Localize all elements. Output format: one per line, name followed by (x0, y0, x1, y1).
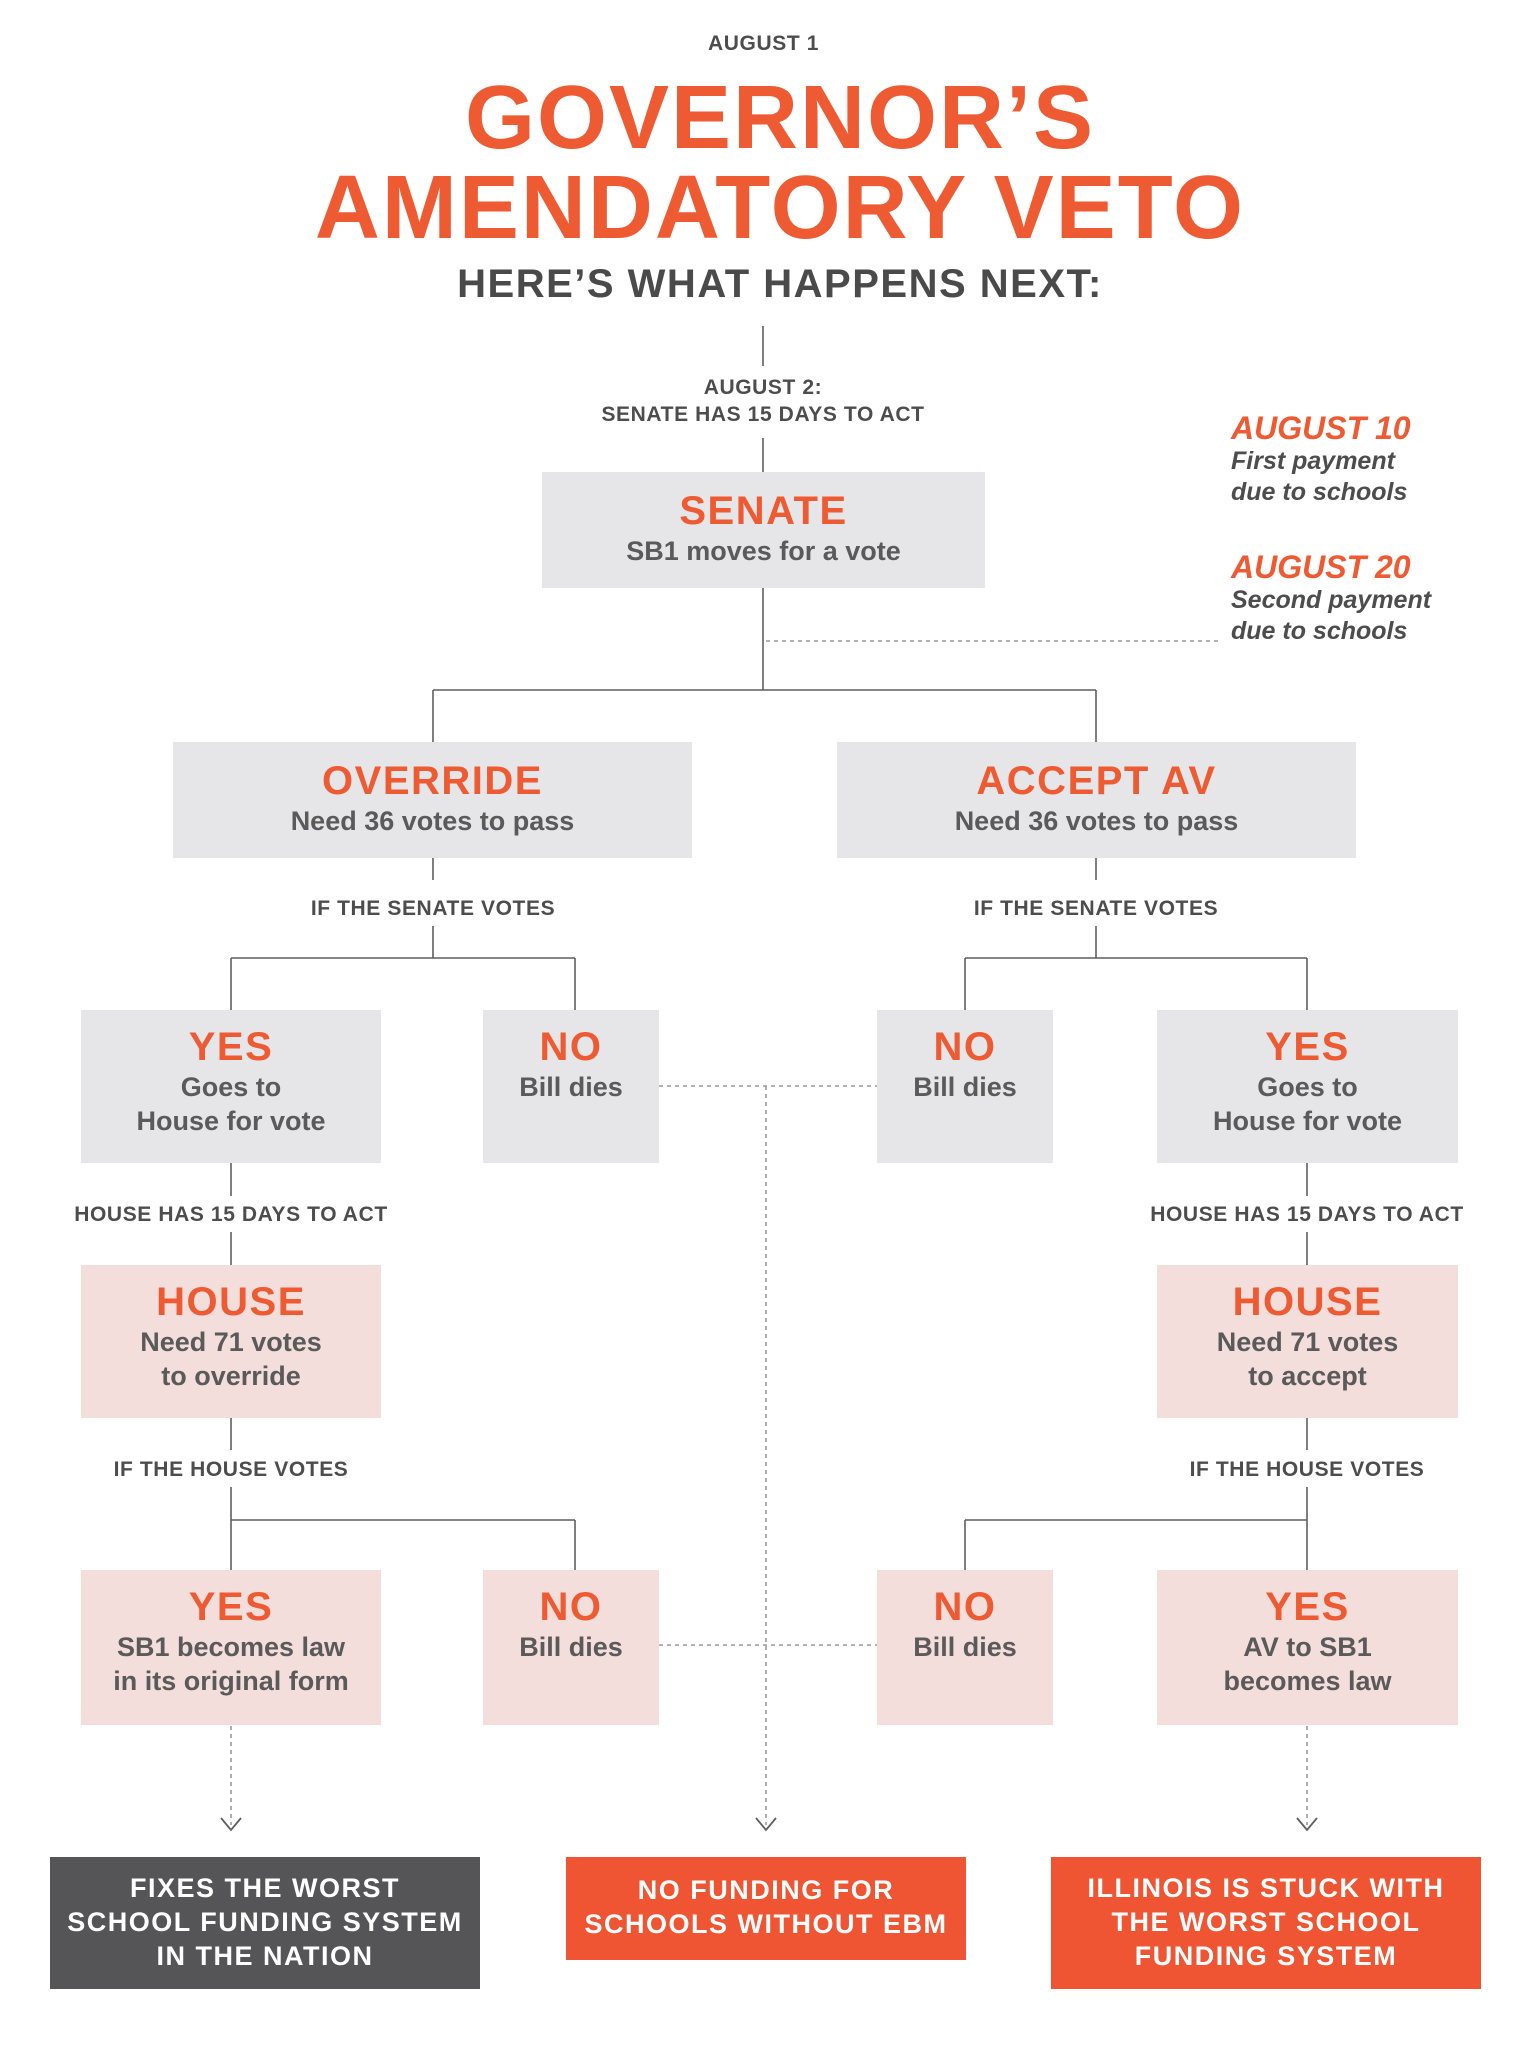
override-senate-yes-line1: Goes to (180, 1072, 282, 1102)
override-house-days-label: HOUSE HAS 15 DAYS TO ACT (74, 1203, 388, 1226)
override-senate-yes-line2: House for vote (136, 1106, 326, 1136)
override-house-vote-label: IF THE HOUSE VOTES (113, 1458, 349, 1481)
header-date: AUGUST 1 (708, 32, 819, 55)
accept-senate-vote-label: IF THE SENATE VOTES (973, 897, 1219, 920)
accept-house-yes-line2: becomes law (1223, 1666, 1392, 1696)
senate-box-title: SENATE (679, 489, 848, 533)
override-senate-yes-box (81, 1010, 381, 1163)
accept-box (837, 742, 1356, 858)
override-box (173, 742, 692, 858)
page-title-line1: GOVERNOR’S (464, 68, 1096, 168)
accept-house-no-text: Bill dies (913, 1632, 1017, 1662)
accept-house-vote-label: IF THE HOUSE VOTES (1189, 1458, 1425, 1481)
deadline-aug20-line2: due to schools (1231, 617, 1408, 645)
override-house-no-title: NO (539, 1585, 603, 1629)
override-house-box (81, 1265, 381, 1418)
outcome-left-line2: SCHOOL FUNDING SYSTEM (67, 1907, 463, 1937)
override-house-line2: to override (161, 1361, 301, 1391)
accept-senate-no-box (877, 1010, 1053, 1163)
outcome-left-line1: FIXES THE WORST (129, 1873, 400, 1903)
override-house-yes-line1: SB1 becomes law (116, 1632, 346, 1662)
override-senate-no-box (483, 1010, 659, 1163)
deadline-aug20-date: AUGUST 20 (1231, 549, 1411, 585)
accept-house-no-box (877, 1570, 1053, 1725)
override-house-yes-title: YES (188, 1585, 274, 1629)
outcome-no-funding (566, 1857, 966, 1960)
accept-house-days-label: HOUSE HAS 15 DAYS TO ACT (1150, 1203, 1464, 1226)
accept-house-yes-title: YES (1265, 1585, 1350, 1629)
override-senate-no-text: Bill dies (519, 1072, 623, 1102)
accept-house-yes-line1: AV to SB1 (1243, 1632, 1372, 1662)
override-house-line1: Need 71 votes (140, 1327, 322, 1357)
override-house-yes-line2: in its original form (113, 1666, 349, 1696)
deadline-aug10 (1231, 410, 1521, 508)
senate-date-label-line2: SENATE HAS 15 DAYS TO ACT (601, 403, 925, 426)
outcome-right-line3: FUNDING SYSTEM (1134, 1941, 1398, 1971)
outcome-fixes-funding (50, 1857, 480, 1989)
accept-senate-yes-line2: House for vote (1212, 1106, 1403, 1136)
deadline-aug20 (1231, 549, 1521, 647)
override-house-no-text: Bill dies (519, 1632, 623, 1662)
override-box-title: OVERRIDE (322, 759, 543, 803)
accept-box-title: ACCEPT AV (976, 759, 1217, 803)
accept-senate-no-title: NO (933, 1025, 997, 1069)
accept-senate-no-text: Bill dies (913, 1072, 1017, 1102)
outcome-right-line2: THE WORST SCHOOL (1111, 1907, 1421, 1937)
override-house-no-box (483, 1570, 659, 1725)
override-house-title: HOUSE (156, 1280, 306, 1324)
accept-senate-yes-line1: Goes to (1257, 1072, 1358, 1102)
outcome-middle-line2: SCHOOLS WITHOUT EBM (584, 1909, 948, 1939)
senate-box (542, 472, 985, 588)
outcome-right-line1: ILLINOIS IS STUCK WITH (1087, 1873, 1445, 1903)
accept-house-title: HOUSE (1232, 1280, 1383, 1324)
accept-house-line1: Need 71 votes (1216, 1327, 1399, 1357)
page-subtitle: HERE’S WHAT HAPPENS NEXT: (457, 262, 1103, 306)
outcome-middle-line1: NO FUNDING FOR (637, 1875, 895, 1905)
senate-date-label (463, 374, 1063, 428)
accept-house-yes-box (1157, 1570, 1458, 1725)
override-senate-no-title: NO (539, 1025, 603, 1069)
override-senate-vote-label: IF THE SENATE VOTES (310, 897, 556, 920)
deadline-aug10-line2: due to schools (1231, 478, 1408, 506)
deadline-aug10-date: AUGUST 10 (1231, 410, 1411, 446)
accept-box-text: Need 36 votes to pass (954, 806, 1239, 836)
outcome-stuck-worst-system (1051, 1857, 1481, 1989)
accept-senate-yes-box (1157, 1010, 1458, 1163)
senate-box-text: SB1 moves for a vote (626, 536, 901, 566)
override-house-yes-box (81, 1570, 381, 1725)
senate-date-label-line1: AUGUST 2: (703, 376, 823, 399)
outcome-left-line3: IN THE NATION (156, 1941, 374, 1971)
deadline-aug20-line1: Second payment (1231, 586, 1432, 614)
override-senate-yes-title: YES (188, 1025, 274, 1069)
accept-senate-yes-title: YES (1265, 1025, 1350, 1069)
accept-house-no-title: NO (933, 1585, 997, 1629)
deadline-aug10-line1: First payment (1231, 447, 1395, 475)
accept-house-line2: to accept (1248, 1361, 1367, 1391)
page-title-line2: AMENDATORY VETO (314, 158, 1246, 258)
override-box-text: Need 36 votes to pass (290, 806, 575, 836)
accept-house-box (1157, 1265, 1458, 1418)
